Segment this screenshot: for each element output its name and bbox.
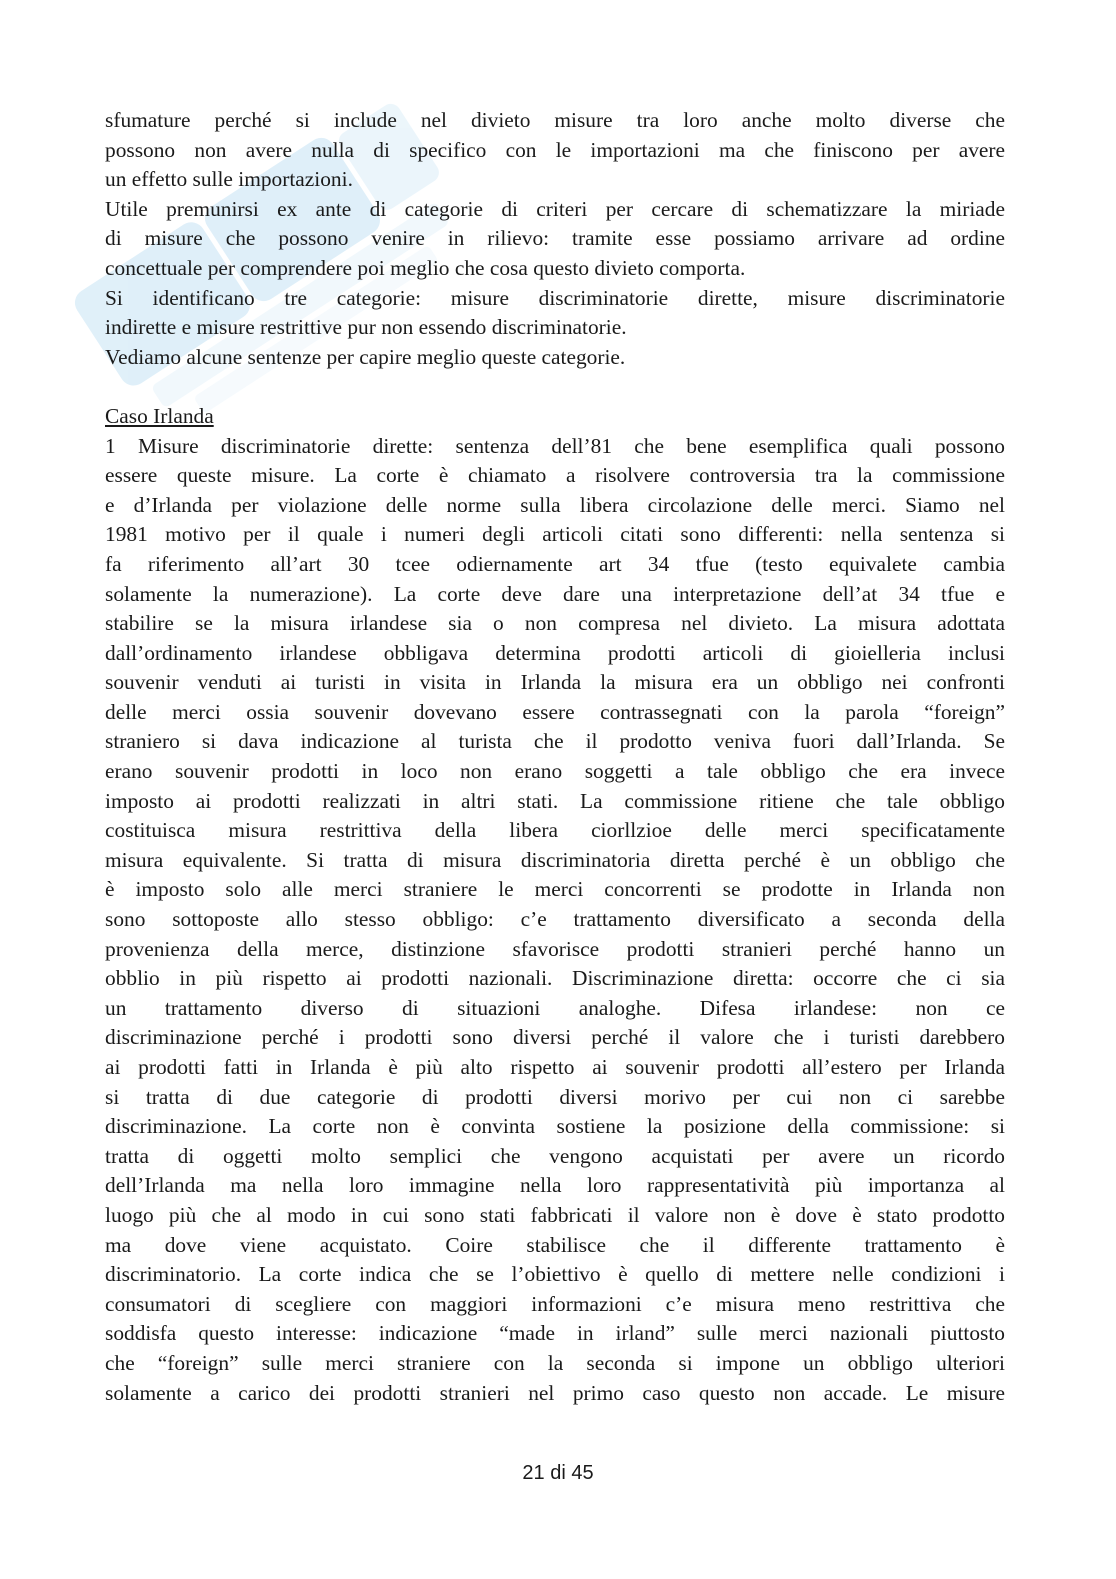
text-line: ma dove viene acquistato. Coire stabilisce che il differente trattamento è bbox=[105, 1232, 1005, 1257]
text-line: discriminazione. La corte non è convinta sostiene la posizione della commissione: si bbox=[105, 1114, 1005, 1139]
text-line: sfumature perché si include nel divieto misure tra loro anche molto diverse che bbox=[105, 108, 1005, 132]
text-line: ai prodotti fatti in Irlanda è più alto rispetto ai souvenir prodotti all’estero per Irlanda bbox=[105, 1055, 1005, 1079]
text-line: souvenir venduti ai turisti in visita in Irlanda la misura era un obbligo nei confronti bbox=[105, 670, 1005, 695]
text-line: si tratta di due categorie di prodotti diversi morivo per cui non ci sarebbe bbox=[105, 1084, 1005, 1109]
text-line: straniero si dava indicazione al turista che il prodotto veniva fuori dall’Irlanda. Se bbox=[105, 729, 1005, 754]
section-heading: Caso Irlanda bbox=[105, 403, 214, 428]
text-line: tratta di oggetti molto semplici che vengono acquistati per avere un ricordo bbox=[105, 1143, 1005, 1168]
text-line: che “foreign” sulle merci straniere con la seconda si impone un obbligo ulteriori bbox=[105, 1350, 1005, 1375]
text-line: dell’Irlanda ma nella loro immagine nella loro rappresentatività più importanza al bbox=[105, 1173, 1005, 1198]
text-line: Si identificano tre categorie: misure discriminatorie dirette, misure discriminatorie bbox=[105, 285, 1005, 310]
text-line: 1 Misure discriminatorie dirette: sentenza dell’81 che bene esemplifica quali possono bbox=[105, 433, 1005, 458]
text-line: di misure che possono venire in rilievo: tramite esse possiamo arrivare ad ordine bbox=[105, 226, 1005, 251]
text-line: provenienza della merce, distinzione sfavorisce prodotti stranieri perché hanno un bbox=[105, 936, 1005, 961]
text-line: discriminazione perché i prodotti sono diversi perché il valore che i turisti darebbero bbox=[105, 1025, 1005, 1050]
text-line: sono sottoposte allo stesso obbligo: c’e trattamento diversificato a seconda della bbox=[105, 907, 1005, 932]
text-line: 1981 motivo per il quale i numeri degli articoli citati sono differenti: nella sentenza si bbox=[105, 522, 1005, 547]
text-line: obblio in più rispetto ai prodotti nazionali. Discriminazione diretta: occorre che ci sia bbox=[105, 966, 1005, 991]
text-line: indirette e misure restrittive pur non essendo discriminatorie. bbox=[105, 315, 627, 340]
text-line: imposto ai prodotti realizzati in altri stati. La commissione ritiene che tale obbligo bbox=[105, 788, 1005, 813]
paragraph-caso-irlanda bbox=[105, 432, 1005, 1409]
text-line: soddisfa questo interesse: indicazione “made in irland” sulle merci nazionali piuttosto bbox=[105, 1321, 1005, 1346]
text-line: e d’Irlanda per violazione delle norme sulla libera circolazione delle merci. Siamo nel bbox=[105, 492, 1005, 517]
document-body bbox=[105, 106, 1005, 1408]
text-line: erano souvenir prodotti in loco non erano soggetti a tale obbligo che era invece bbox=[105, 759, 1005, 784]
text-line: delle merci ossia souvenir dovevano essere contrassegnati con la parola “foreign” bbox=[105, 699, 1005, 724]
text-line: Vediamo alcune sentenze per capire meglio queste categorie. bbox=[105, 344, 626, 369]
page-number: 21 di 45 bbox=[522, 1462, 594, 1484]
text-line: dall’ordinamento irlandese obbligava determina prodotti articoli di gioielleria inclusi bbox=[105, 640, 1005, 665]
text-line: discriminatorio. La corte indica che se l’obiettivo è quello di mettere nelle condizioni i bbox=[105, 1262, 1005, 1287]
text-line: concettuale per comprendere poi meglio che cosa questo divieto comporta. bbox=[105, 255, 746, 280]
text-line: stabilire se la misura irlandese sia o non compresa nel divieto. La misura adottata bbox=[105, 611, 1005, 636]
paragraph-intro bbox=[105, 106, 1005, 372]
text-line: solamente a carico dei prodotti stranieri nel primo caso questo non accade. Le misure bbox=[105, 1380, 1005, 1405]
text-line: solamente la numerazione). La corte deve dare una interpretazione dell’at 34 tfue e bbox=[105, 581, 1005, 606]
paragraph-spacer bbox=[105, 372, 1005, 402]
text-line: è imposto solo alle merci straniere le merci concorrenti se prodotte in Irlanda non bbox=[105, 877, 1005, 902]
text-line: luogo più che al modo in cui sono stati fabbricati il valore non è dove è stato prodotto bbox=[105, 1202, 1005, 1227]
text-line: Utile premunirsi ex ante di categorie di criteri per cercare di schematizzare la miriade bbox=[105, 196, 1005, 221]
text-line: fa riferimento all’art 30 tcee odiernamente art 34 tfue (testo equivalete cambia bbox=[105, 551, 1005, 576]
text-line: consumatori di scegliere con maggiori informazioni c’e misura meno restrittiva che bbox=[105, 1291, 1005, 1316]
text-line: costituisca misura restrittiva della libera ciorllzioe delle merci specificatamente bbox=[105, 818, 1005, 843]
text-line: misura equivalente. Si tratta di misura discriminatoria diretta perché è un obbligo che bbox=[105, 847, 1005, 872]
text-line: essere queste misure. La corte è chiamato a risolvere controversia tra la commissione bbox=[105, 463, 1005, 488]
text-line: un effetto sulle importazioni. bbox=[105, 167, 353, 192]
text-line: possono non avere nulla di specifico con le importazioni ma che finiscono per avere bbox=[105, 137, 1005, 162]
text-line: un trattamento diverso di situazioni analoghe. Difesa irlandese: non ce bbox=[105, 995, 1005, 1020]
